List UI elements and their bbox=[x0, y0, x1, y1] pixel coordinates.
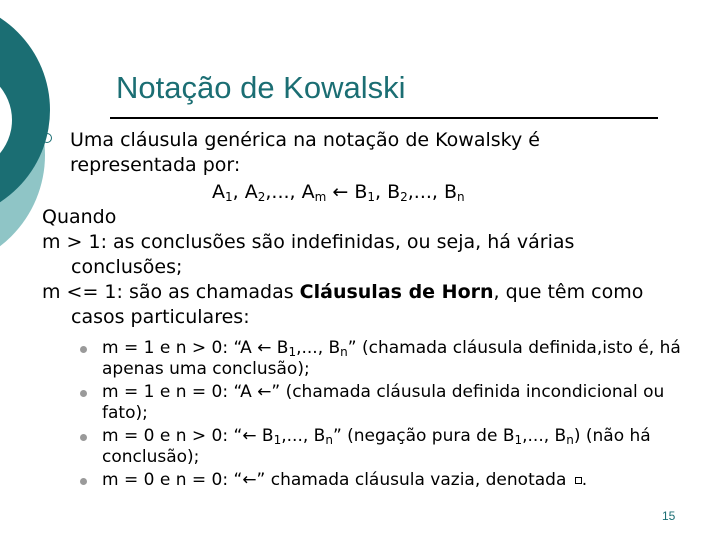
empty-square-icon bbox=[575, 477, 582, 484]
round-bullet-icon bbox=[80, 390, 87, 397]
horn-cases-list bbox=[42, 338, 682, 491]
title-underline bbox=[110, 117, 658, 119]
list-item: m = 1 e n = 0: “A ←” (chamada cláusula definida incondicional ou fato); bbox=[102, 382, 682, 424]
case-m-le-1: m <= 1: são as chamadas Cláusulas de Horn, que têm como casos particulares: bbox=[42, 281, 644, 328]
horn-clauses-term: Cláusulas de Horn bbox=[299, 281, 494, 303]
page-number: 15 bbox=[662, 509, 676, 523]
slide-body bbox=[42, 128, 682, 493]
hollow-circle-bullet-icon bbox=[42, 133, 52, 143]
round-bullet-icon bbox=[80, 478, 87, 485]
round-bullet-icon bbox=[80, 434, 87, 441]
quando-label: Quando bbox=[42, 206, 117, 228]
kowalski-formula: $A_1$, $A_2$,..., $A_m$ ← $B_1$, $B_2$,..., $B_n$ bbox=[212, 181, 465, 204]
bullet-line-1: Uma cláusula genérica na notação de Kowalsky é bbox=[70, 129, 540, 151]
list-item: m = 0 e n > 0: “← $B_1$,..., $B_n$” (negação pura de $B_1$,..., $B_n$) (não há conclusão); bbox=[102, 426, 682, 468]
slide-title: Notação de Kowalski bbox=[116, 70, 406, 105]
round-bullet-icon bbox=[80, 346, 87, 353]
bullet-generic-clause bbox=[42, 128, 682, 205]
bullet-line-2: representada por: bbox=[70, 154, 241, 176]
list-item: m = 0 e n = 0: “←” chamada cláusula vazia, denotada . bbox=[102, 470, 682, 491]
list-item: m = 1 e n > 0: “A ← $B_1$,..., $B_n$” (chamada cláusula definida,isto é, há apenas uma conclusão); bbox=[102, 338, 682, 380]
case-m-greater-1: m > 1: as conclusões são indefinidas, ou seja, há várias conclusões; bbox=[42, 231, 575, 278]
